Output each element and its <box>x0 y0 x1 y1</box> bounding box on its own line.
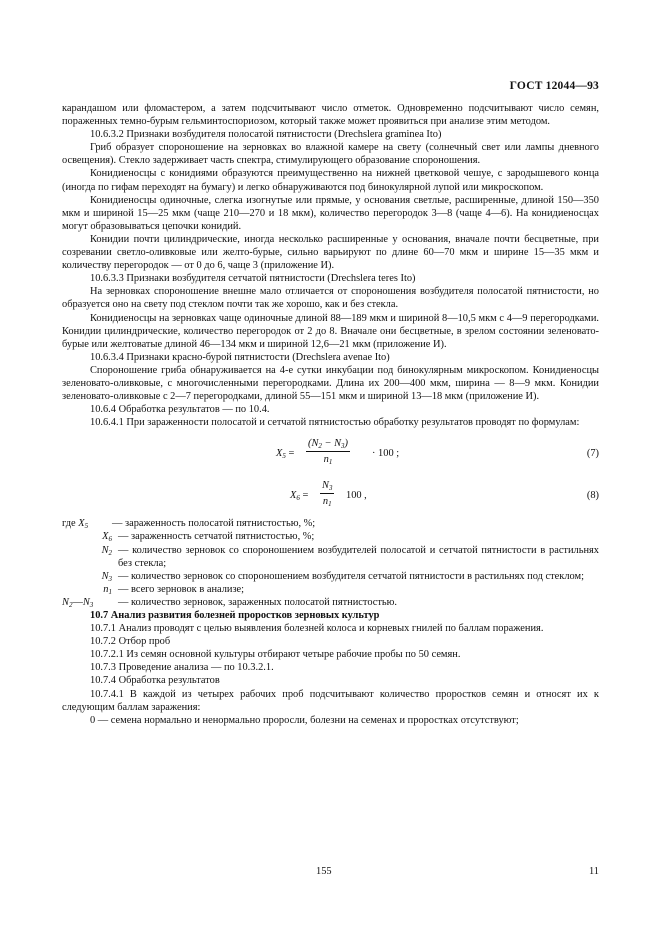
clause-heading: 10.7.4 Обработка результатов <box>90 675 220 687</box>
definition-item: где $X_5$ — зараженность полосатой пятнистостью, %; <box>62 518 316 531</box>
paragraph: 10.7.3 Проведение анализа — по 10.3.2.1. <box>90 662 274 674</box>
formula-8 <box>62 475 599 515</box>
paragraph: Конидиеносцы на зерновках чаще одиночные длиной 88—189 мкм и шириной 8—10,5 мкм с 4—9 перегородками. Конидии цилиндрические, количество перегородок от 2 до 8. Вначале они бесцветные, в зрелом состоянии зеленовато-бурые или желтоватые длиной 46—134 мкм и шириной 12,6—21 мкм (приложение И). <box>62 312 599 350</box>
paragraph: 10.7.1 Анализ проводят с целью выявления болезней колоса и корневых гнилей по баллам поражения. <box>90 623 544 635</box>
paragraph: 10.7.4.1 В каждой из четырех рабочих проб подсчитывают количество проростков семян и относят их к следующим баллам заражения: <box>62 688 599 713</box>
score-item: 0 — семена нормально и ненормально проросли, болезни на семенах и проростках отсутствуют; <box>90 714 519 726</box>
formula-factor: · 100 ; <box>372 448 400 460</box>
paragraph: Спороношение гриба обнаруживается на 4-е сутки инкубации под бинокулярным микроскопом. Конидиеносцы зеленовато-оливковые, с многочисленными перегородками. Длина их 200—400 мкм, ширина — 8—9 мкм. Конидии зеленовато-оливковые с 2—7 перегородками, длиной 55—151 мкм и шириной 13—18 мкм (приложение И). <box>62 364 599 403</box>
paragraph: Конидиеносцы с конидиями образуются преимущественно на нижней цветковой чешуе, с зародышевого конца (иногда по гифам переходят на бумагу) и легко обнаруживаются под бинокулярной лупой или микроскопом. <box>62 168 599 193</box>
page-number-center: 155 <box>316 866 332 877</box>
definition-item: $N_2$ — количество зерновок со спороношением возбудителей полосатой и сетчатой пятнистости в растильнях без стекла; <box>101 544 599 569</box>
formula-number: (8) <box>586 490 599 502</box>
paragraph: На зерновках спороношение внешне мало отличается от спороношения возбудителя полосатой пятнистости, но образуется оно на свету под стеклом почти так же хорошо, как и без стекла. <box>62 286 599 311</box>
clause-heading: 10.7.2 Отбор проб <box>90 636 171 648</box>
paragraph: 10.7.2.1 Из семян основной культуры отбирают четыре рабочие пробы по 50 семян. <box>90 649 461 661</box>
definition-item: $n_1$ — всего зерновок в анализе; <box>103 583 245 596</box>
clause-heading: 10.6.4 Обработка результатов — по 10.4. <box>90 404 270 416</box>
formula-fraction: $(N_2 - N_3)$ $n_1$ <box>308 438 348 467</box>
section-heading: 10.7 Анализ развития болезней проростков зерновых культур <box>90 610 380 621</box>
standard-number: ГОСТ 12044—93 <box>509 80 599 92</box>
clause-heading: 10.6.3.3 Признаки возбудителя сетчатой пятнистости (Drechslera teres Ito) <box>90 273 416 285</box>
paragraph: Гриб образует спороношение на зерновках во влажной камере на свету (солнечный свет или лампы дневного освещения). Стекло задерживает часть спектра, стимулирующего образование спороношения. <box>62 142 599 167</box>
paragraph: 10.6.4.1 При зараженности полосатой и сетчатой пятнистостью обработку результатов проводят по формулам: <box>90 417 580 429</box>
clause-heading: 10.6.3.4 Признаки красно-бурой пятнистости (Drechslera avenae Ito) <box>90 351 390 363</box>
document-body <box>62 102 599 727</box>
definition-item: $X_6$ — зараженность сетчатой пятнистостью, %; <box>102 531 315 544</box>
page-number-right: 11 <box>588 866 599 877</box>
definitions-list <box>62 517 599 609</box>
formula-factor: 100 , <box>346 490 367 502</box>
paragraph: карандашом или фломастером, а затем подсчитывают число отметок. Одновременно подсчитывают число семян, пораженных темно-бурым гельминтоспориозом, который также может проявиться при анализе этим методом. <box>62 103 599 128</box>
clause-heading: 10.6.3.2 Признаки возбудителя полосатой пятнистости (Drechslera graminea Ito) <box>90 129 442 141</box>
paragraph: Конидии почти цилиндрические, иногда несколько расширенные у основания, вначале почти бесцветные, при созревании светло-оливковые или желто-бурые, сильно варьируют по длине 60—70 мкм и ширине 15—35 мкм и количеству перегородок — от 0 до 6, чаще 3 (приложение И). <box>62 233 599 272</box>
definition-item: $N_3$ — количество зерновок со спороношением возбудителя сетчатой пятнистости в растильнях под стеклом; <box>101 570 584 583</box>
formula-lhs: $X_6$ = <box>290 490 309 503</box>
formula-7 <box>62 433 599 473</box>
formula-fraction: $N_3$ $n_1$ <box>322 480 333 509</box>
paragraph: Конидиеносцы одиночные, слегка изогнутые или прямые, у основания светлые, расширенные, длиной 150—350 мкм и шириной 15—25 мкм (чаще 210—270 и 18 мкм), количество перегородок 3—8 (чаще 4—6). На конидиеносцах могут образовываться цепочки конидий. <box>62 194 599 232</box>
formula-lhs: $X_5$ = <box>276 448 295 461</box>
definition-item: $N_2—N_3$ — количество зерновок, зараженных полосатой пятнистостью. <box>62 596 398 609</box>
formula-number: (7) <box>586 448 599 460</box>
